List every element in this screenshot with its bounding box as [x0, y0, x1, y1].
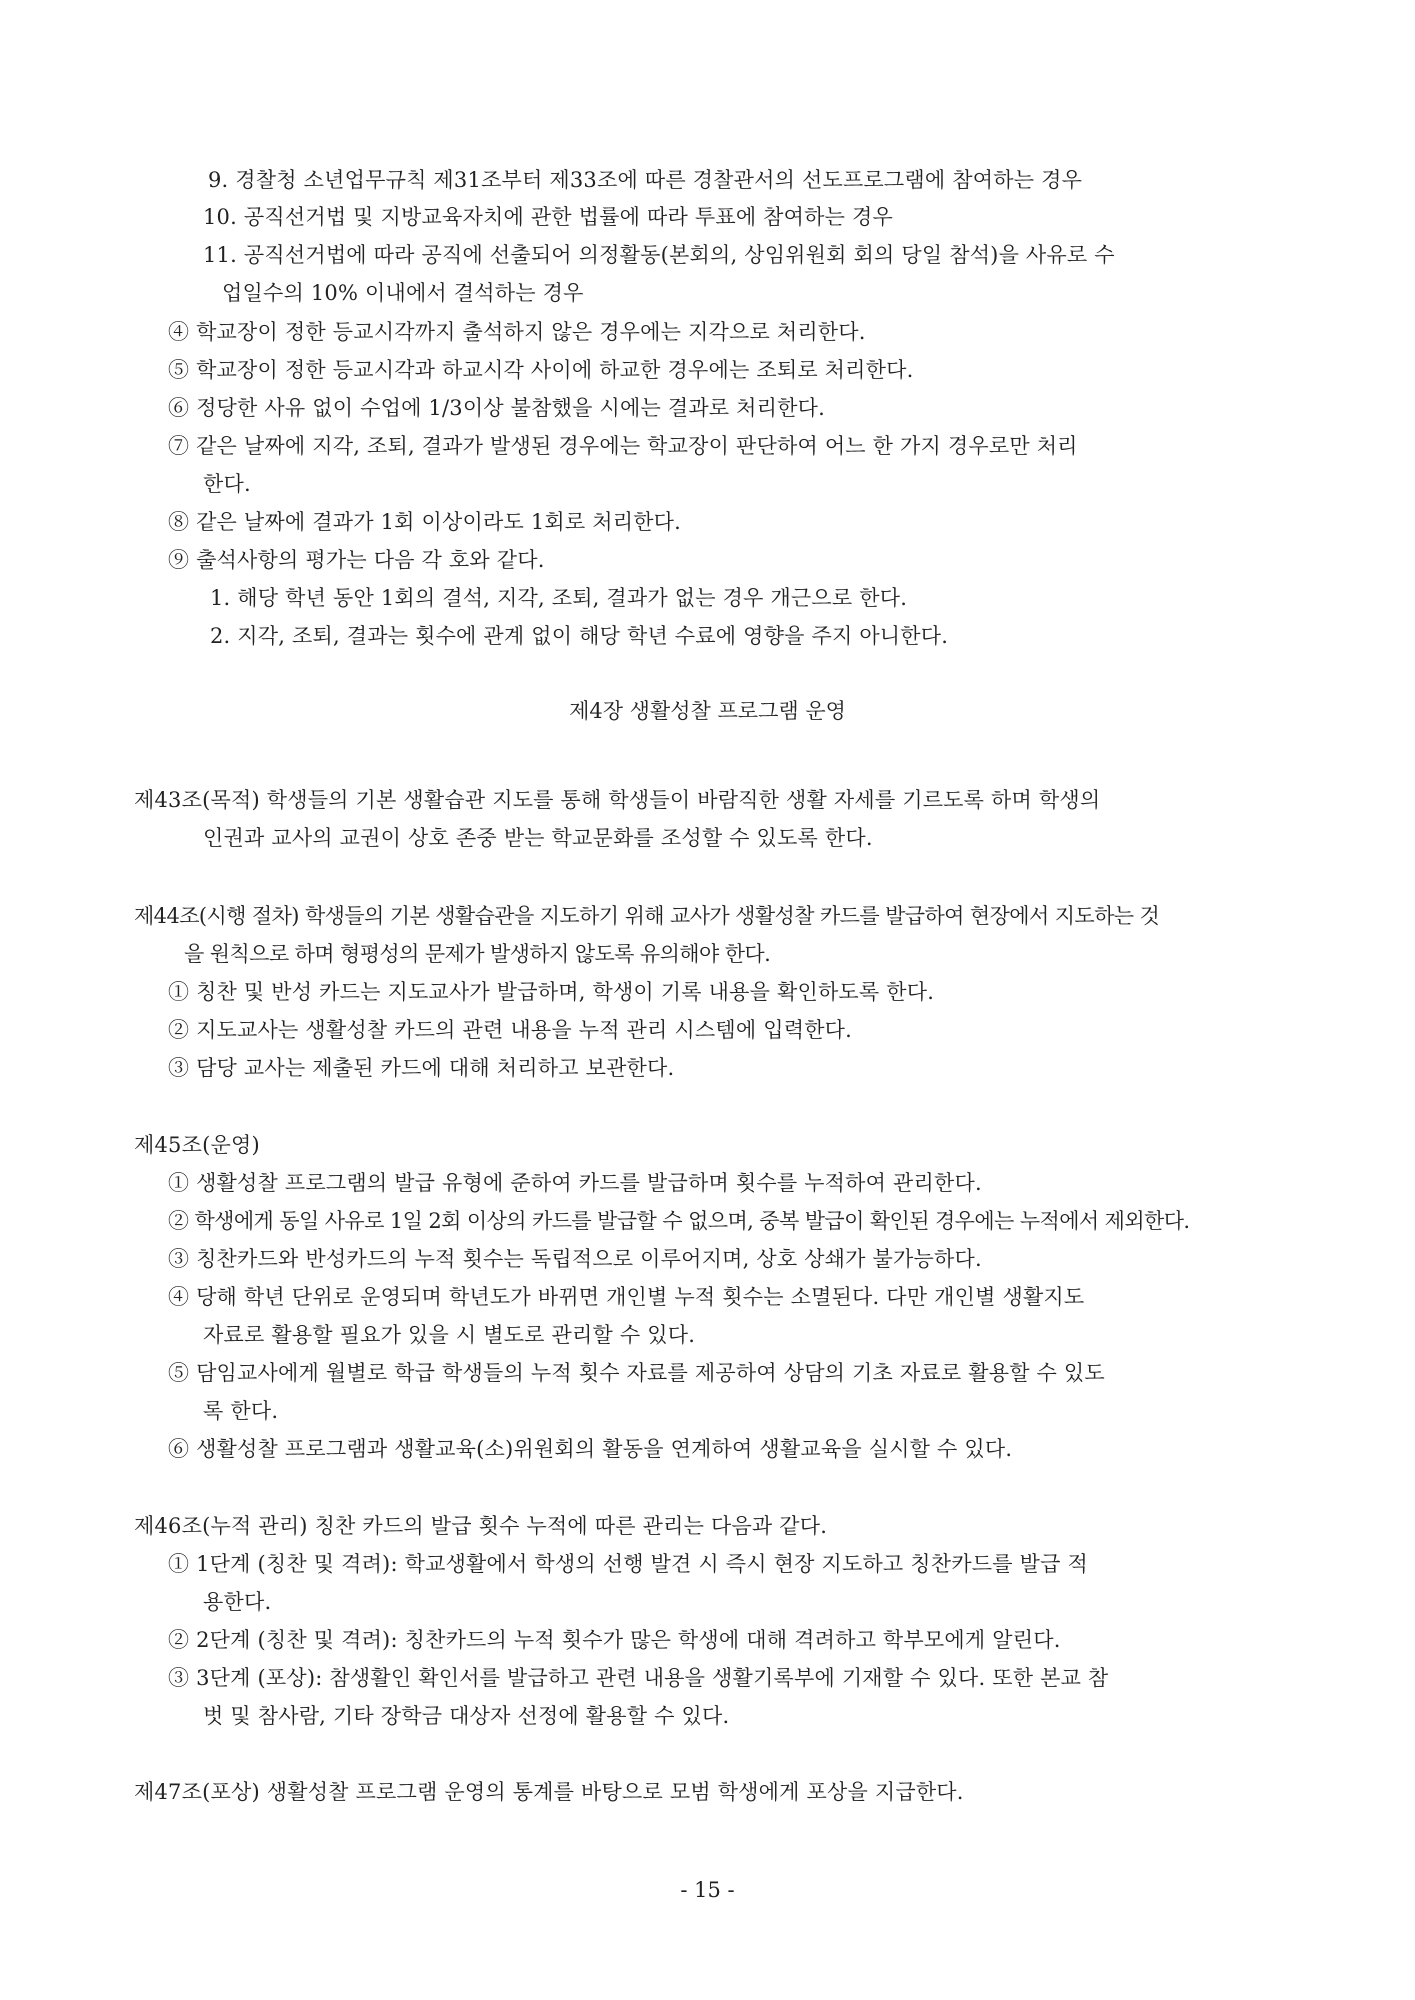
- article-46-clause-3-line-1: ③ 3단계 (포상): 참생활인 확인서를 발급하고 관련 내용을 생활기록부에 기재할 수 있다. 또한 본교 참: [168, 1666, 1109, 1690]
- clause-9: ⑨ 출석사항의 평가는 다음 각 호와 같다.: [168, 548, 545, 572]
- article-45-clause-3: ③ 칭찬카드와 반성카드의 누적 횟수는 독립적으로 이루어지며, 상호 상쇄가 불가능하다.: [168, 1247, 982, 1271]
- article-44-line-1: 제44조(시행 절차) 학생들의 기본 생활습관을 지도하기 위해 교사가 생활성찰 카드를 발급하여 현장에서 지도하는 것: [134, 904, 1160, 928]
- article-45-clause-5-line-1: ⑤ 담임교사에게 월별로 학급 학생들의 누적 횟수 자료를 제공하여 상담의 기초 자료로 활용할 수 있도: [168, 1361, 1105, 1385]
- item-11-line-1: 11. 공직선거법에 따라 공직에 선출되어 의정활동(본회의, 상임위원회 회의 당일 참석)을 사유로 수: [203, 243, 1115, 267]
- article-47: 제47조(포상) 생활성찰 프로그램 운영의 통계를 바탕으로 모범 학생에게 포상을 지급한다.: [134, 1780, 964, 1804]
- item-9: 9. 경찰청 소년업무규칙 제31조부터 제33조에 따른 경찰관서의 선도프로그램에 참여하는 경우: [208, 168, 1083, 192]
- article-44-clause-3: ③ 담당 교사는 제출된 카드에 대해 처리하고 보관한다.: [168, 1056, 675, 1080]
- article-43-line-1: 제43조(목적) 학생들의 기본 생활습관 지도를 통해 학생들이 바람직한 생활 자세를 기르도록 하며 학생의: [134, 788, 1101, 812]
- clause-9-item-2: 2. 지각, 조퇴, 결과는 횟수에 관계 없이 해당 학년 수료에 영향을 주지 아니한다.: [210, 624, 949, 648]
- article-45-clause-2: ② 학생에게 동일 사유로 1일 2회 이상의 카드를 발급할 수 없으며, 중복 발급이 확인된 경우에는 누적에서 제외한다.: [168, 1209, 1190, 1233]
- article-46-line-1: 제46조(누적 관리) 칭찬 카드의 발급 횟수 누적에 따른 관리는 다음과 같다.: [134, 1514, 828, 1538]
- clause-6: ⑥ 정당한 사유 없이 수업에 1/3이상 불참했을 시에는 결과로 처리한다.: [168, 396, 825, 420]
- article-45-clause-4-line-1: ④ 당해 학년 단위로 운영되며 학년도가 바뀌면 개인별 누적 횟수는 소멸된다. 다만 개인별 생활지도: [168, 1285, 1085, 1309]
- clause-4: ④ 학교장이 정한 등교시각까지 출석하지 않은 경우에는 지각으로 처리한다.: [168, 320, 866, 344]
- article-46-clause-1-line-2: 용한다.: [203, 1590, 272, 1614]
- article-45-title: 제45조(운영): [134, 1133, 260, 1157]
- article-45-clause-4-line-2: 자료로 활용할 필요가 있을 시 별도로 관리할 수 있다.: [203, 1323, 696, 1347]
- article-45-clause-5-line-2: 록 한다.: [203, 1399, 279, 1423]
- article-43-line-2: 인권과 교사의 교권이 상호 존중 받는 학교문화를 조성할 수 있도록 한다.: [203, 826, 873, 850]
- article-46-clause-3-line-2: 벗 및 참사람, 기타 장학금 대상자 선정에 활용할 수 있다.: [203, 1704, 730, 1728]
- item-10: 10. 공직선거법 및 지방교육자치에 관한 법률에 따라 투표에 참여하는 경우: [203, 205, 893, 229]
- clause-7-line-2: 한다.: [203, 472, 251, 496]
- page-number: - 15 -: [680, 1878, 735, 1902]
- article-46-clause-2: ② 2단계 (칭찬 및 격려): 칭찬카드의 누적 횟수가 많은 학생에 대해 격려하고 학부모에게 알린다.: [168, 1628, 1061, 1652]
- article-45-clause-6: ⑥ 생활성찰 프로그램과 생활교육(소)위원회의 활동을 연계하여 생활교육을 실시할 수 있다.: [168, 1437, 1013, 1461]
- article-46-clause-1-line-1: ① 1단계 (칭찬 및 격려): 학교생활에서 학생의 선행 발견 시 즉시 현장 지도하고 칭찬카드를 발급 적: [168, 1552, 1088, 1576]
- clause-8: ⑧ 같은 날짜에 결과가 1회 이상이라도 1회로 처리한다.: [168, 510, 682, 534]
- article-44-clause-1: ① 칭찬 및 반성 카드는 지도교사가 발급하며, 학생이 기록 내용을 확인하도록 한다.: [168, 980, 935, 1004]
- article-44-clause-2: ② 지도교사는 생활성찰 카드의 관련 내용을 누적 관리 시스템에 입력한다.: [168, 1018, 853, 1042]
- article-44-line-2: 을 원칙으로 하며 형평성의 문제가 발생하지 않도록 유의해야 한다.: [184, 942, 771, 966]
- clause-9-item-1: 1. 해당 학년 동안 1회의 결석, 지각, 조퇴, 결과가 없는 경우 개근으로 한다.: [210, 586, 908, 610]
- item-11-line-2: 업일수의 10% 이내에서 결석하는 경우: [222, 281, 584, 305]
- article-45-clause-1: ① 생활성찰 프로그램의 발급 유형에 준하여 카드를 발급하며 횟수를 누적하여 관리한다.: [168, 1171, 982, 1195]
- chapter-title: 제4장 생활성찰 프로그램 운영: [569, 699, 846, 723]
- clause-5: ⑤ 학교장이 정한 등교시각과 하교시각 사이에 하교한 경우에는 조퇴로 처리한다.: [168, 358, 914, 382]
- clause-7-line-1: ⑦ 같은 날짜에 지각, 조퇴, 결과가 발생된 경우에는 학교장이 판단하여 어느 한 가지 경우로만 처리: [168, 434, 1078, 458]
